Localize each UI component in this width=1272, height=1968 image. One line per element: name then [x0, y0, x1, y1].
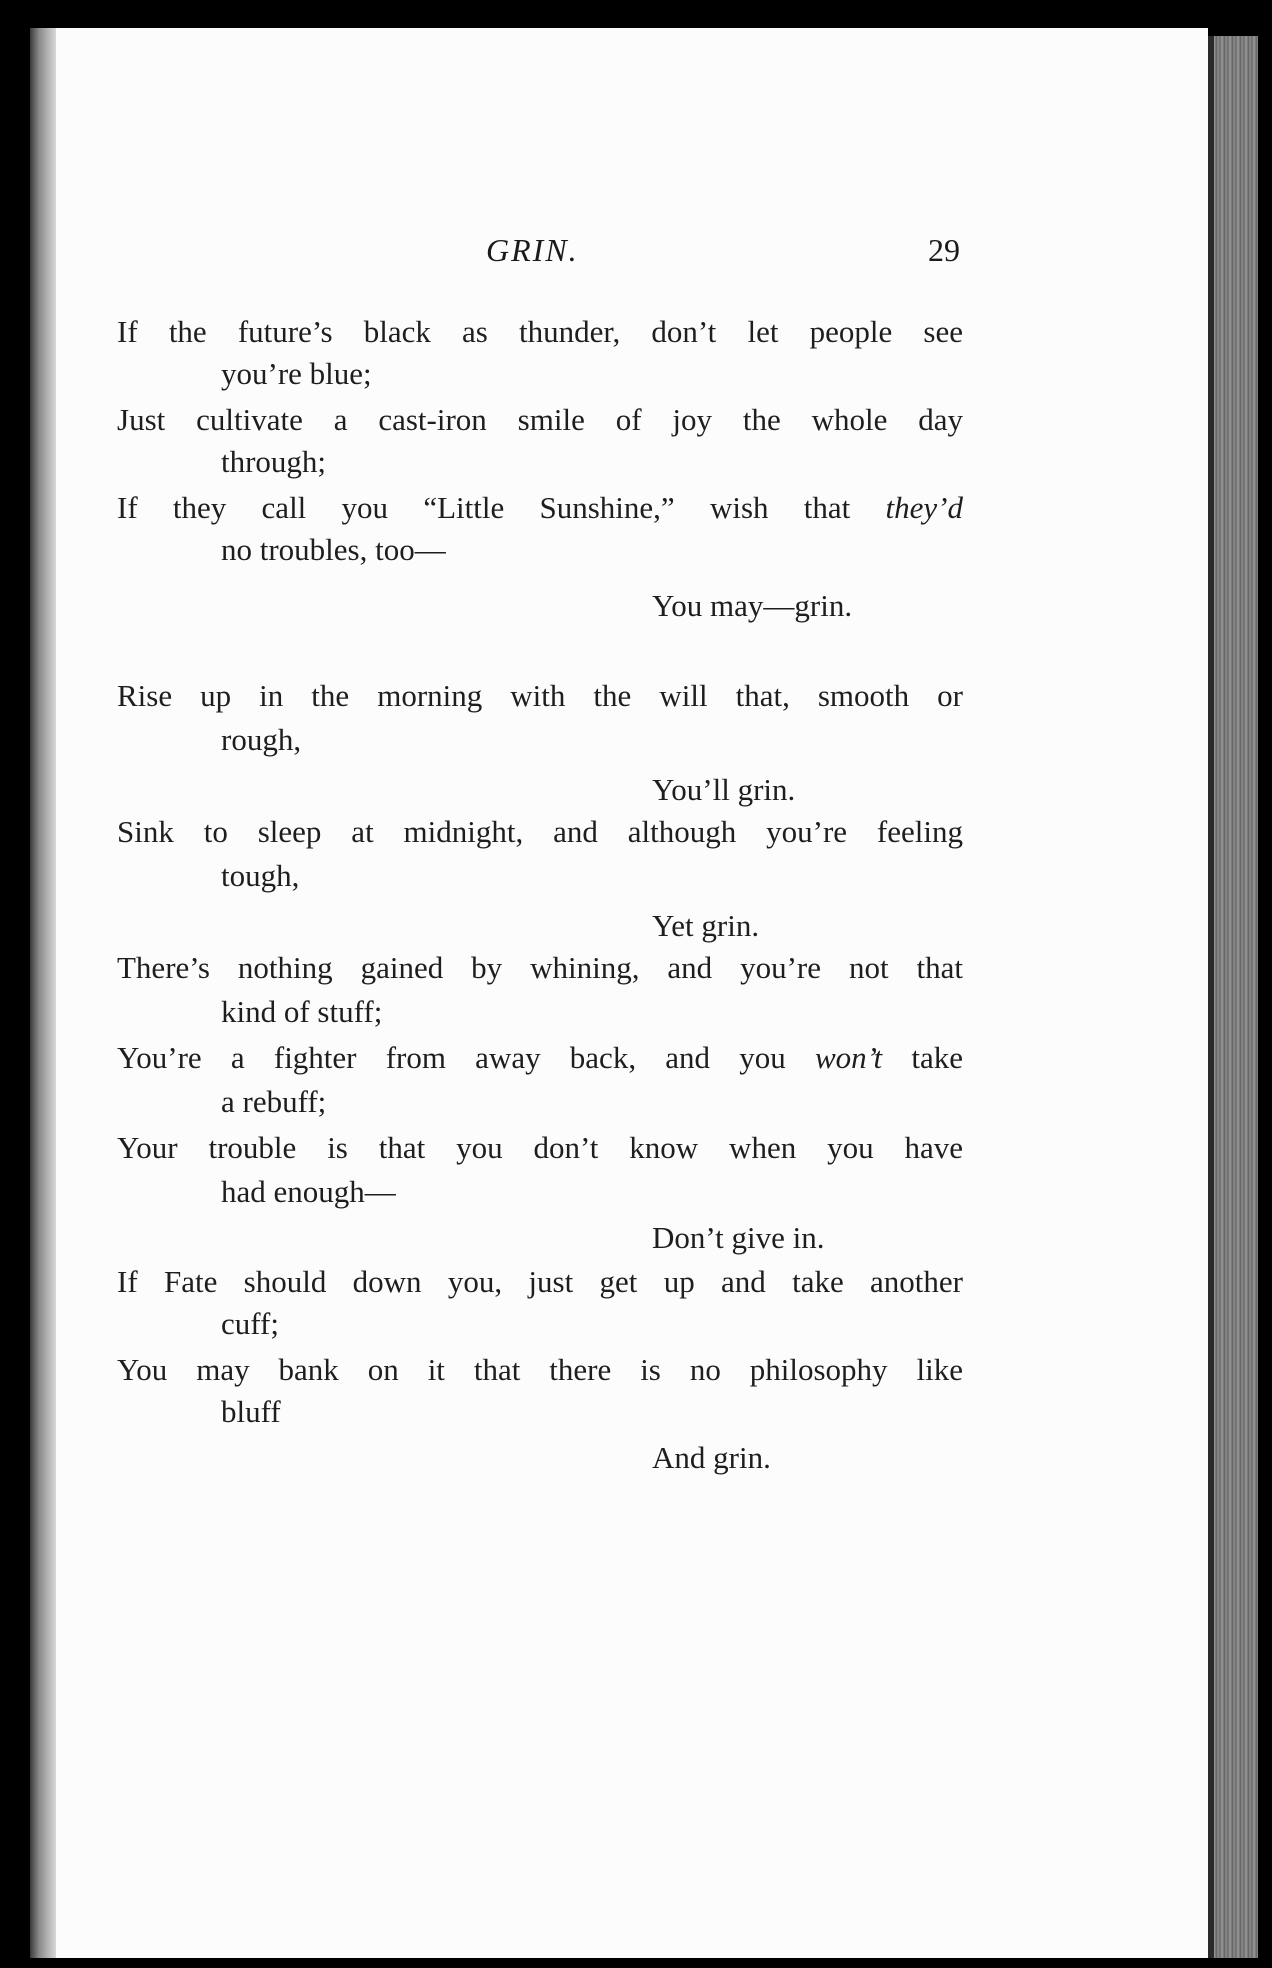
verse-text: You’re a fighter from away back, and you	[117, 1040, 815, 1075]
verse-line-continuation: bluff	[221, 1394, 281, 1429]
refrain-line: Yet grin.	[652, 908, 760, 943]
verse-line: Just cultivate a cast-iron smile of joy the whole day	[117, 402, 963, 437]
verse-line: Your trouble is that you don’t know when you have	[117, 1130, 963, 1165]
verse-line-continuation: no troubles, too—	[221, 532, 446, 567]
verse-text: take	[882, 1040, 963, 1075]
verse-line-continuation: through;	[221, 444, 327, 479]
verse-line-continuation: tough,	[221, 858, 300, 893]
running-title: GRIN.	[486, 232, 579, 268]
verse-italic-text: won’t	[814, 1040, 883, 1075]
verse-line-continuation: had enough—	[221, 1174, 396, 1209]
refrain-line: You’ll grin.	[652, 772, 796, 807]
left-page-edge	[30, 28, 56, 1958]
verse-line-continuation: kind of stuff;	[221, 994, 383, 1029]
page-number: 29	[928, 232, 960, 268]
verse-line: There’s nothing gained by whining, and you’re not that	[117, 950, 963, 985]
refrain-line: Don’t give in.	[652, 1220, 825, 1255]
verse-line: You may bank on it that there is no philosophy like	[117, 1352, 963, 1387]
verse-line: If Fate should down you, just get up and take another	[117, 1264, 963, 1299]
verse-line: If the future’s black as thunder, don’t let people see	[117, 314, 963, 349]
page-header	[0, 232, 1272, 276]
verse-italic-text: they’d	[885, 490, 963, 525]
verse-line	[117, 488, 963, 528]
verse-line-continuation: a rebuff;	[221, 1084, 327, 1119]
book-fore-edge	[1208, 36, 1258, 1958]
verse-line: Rise up in the morning with the will that, smooth or	[117, 678, 963, 713]
verse-line: Sink to sleep at midnight, and although you’re feeling	[117, 814, 963, 849]
verse-line	[117, 1038, 963, 1078]
refrain-line: And grin.	[652, 1440, 771, 1475]
refrain-line: You may—grin.	[652, 588, 853, 623]
verse-text: If they call you “Little Sunshine,” wish that	[117, 490, 886, 525]
verse-line-continuation: rough,	[221, 722, 302, 757]
verse-line-continuation: cuff;	[221, 1306, 279, 1341]
verse-line-continuation: you’re blue;	[221, 356, 372, 391]
